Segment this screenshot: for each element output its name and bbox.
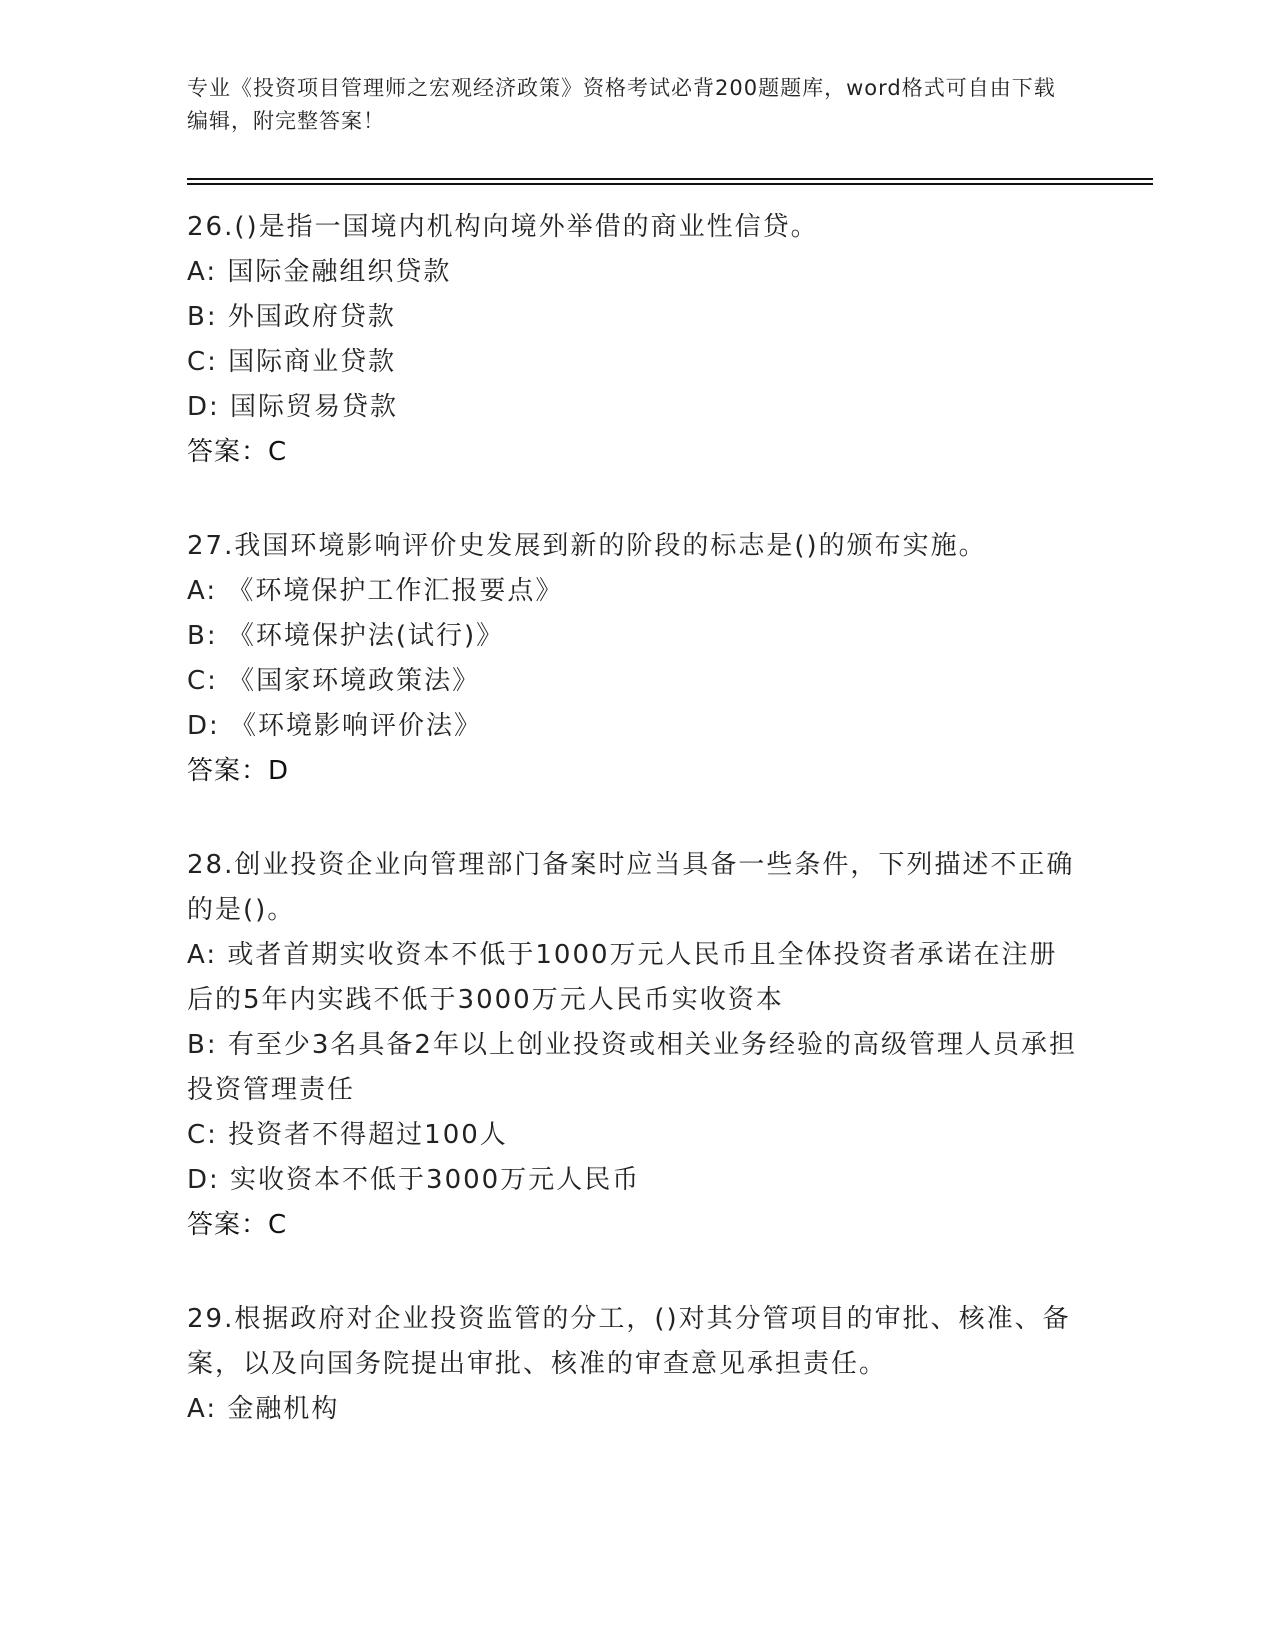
option-a: A: 《环境保护工作汇报要点》 xyxy=(187,576,564,606)
question-stem: 28.创业投资企业向管理部门备案时应当具备一些条件，下列描述不正确的是()。 xyxy=(187,850,1075,925)
answer-text: 答案：C xyxy=(187,1210,288,1240)
question-28 xyxy=(187,843,1077,1248)
answer-text: 答案：D xyxy=(187,756,290,786)
option-a: A: 或者首期实收资本不低于1000万元人民币且全体投资者承诺在注册后的5年内实践不低于3000万元人民币实收资本 xyxy=(187,940,1058,1015)
option-c: C: 《国家环境政策法》 xyxy=(187,666,481,696)
question-26 xyxy=(187,205,1077,475)
option-d: D: 国际贸易贷款 xyxy=(187,392,399,422)
question-stem: 27.我国环境影响评价史发展到新的阶段的标志是()的颁布实施。 xyxy=(187,531,987,561)
option-b: B: 《环境保护法(试行)》 xyxy=(187,621,505,651)
option-d: D: 《环境影响评价法》 xyxy=(187,711,483,741)
question-stem: 26.()是指一国境内机构向境外举借的商业性信贷。 xyxy=(187,212,819,242)
option-b: B: 有至少3名具备2年以上创业投资或相关业务经验的高级管理人员承担投资管理责任 xyxy=(187,1030,1077,1105)
option-a: A: 国际金融组织贷款 xyxy=(187,257,452,287)
option-c: C: 投资者不得超过100人 xyxy=(187,1120,508,1150)
option-b: B: 外国政府贷款 xyxy=(187,302,396,332)
option-c: C: 国际商业贷款 xyxy=(187,347,397,377)
option-d: D: 实收资本不低于3000万元人民币 xyxy=(187,1165,641,1195)
option-a: A: 金融机构 xyxy=(187,1394,340,1424)
question-stem: 29.根据政府对企业投资监管的分工，()对其分管项目的审批、核准、备案，以及向国务院提出审批、核准的审查意见承担责任。 xyxy=(187,1304,1071,1379)
header-divider-top xyxy=(187,178,1153,180)
document-header: 专业《投资项目管理师之宏观经济政策》资格考试必背200题题库，word格式可自由下载编辑，附完整答案！ xyxy=(187,76,1056,133)
answer-text: 答案：C xyxy=(187,437,288,467)
question-29 xyxy=(187,1297,1077,1432)
header-divider-bottom xyxy=(187,183,1153,185)
question-27 xyxy=(187,524,1077,794)
